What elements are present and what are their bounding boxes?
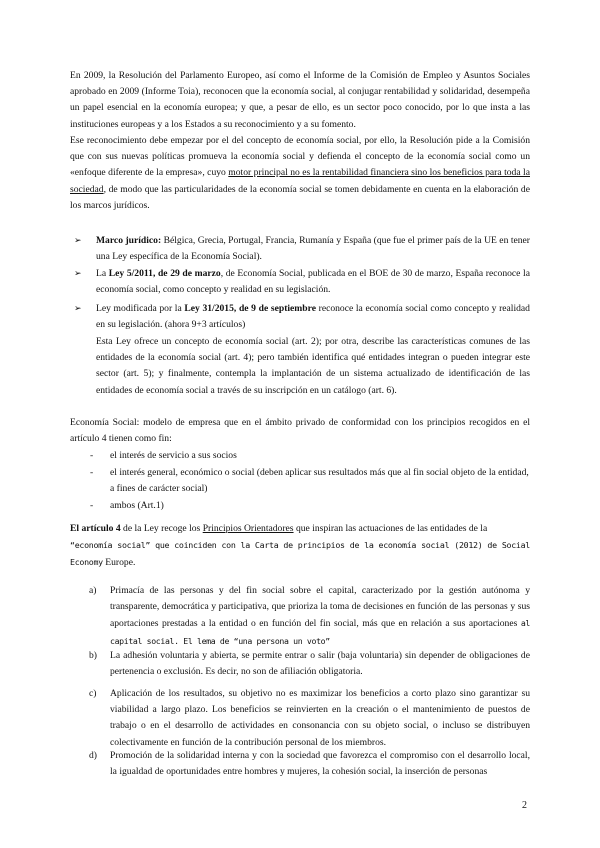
paragraph-resolucion-2009: En 2009, la Resolución del Parlamento Europeo, así como el Informe de la Comisión de Empleo y Asuntos Sociales aprobado en 2009 (Informe Toia), reconocen que la economía social, al conjugar rentabilidad y solidaridad, desempeña un papel esencial en la economía europea; y que, a pesar de ello, es un sector poco conocido, por lo que insta a las instituciones europeas y a los Estados a su reconocimiento y a su fomento. [70,70,530,130]
bold-text: El artículo 4 [70,523,121,534]
dash-list-item [90,498,530,514]
text-run: , de Economía Social, publicada en el BOE de 30 de marzo, España reconoce la economía social, como concepto y realidad en su legislación. [96,268,530,296]
page-number: 2 [522,800,527,811]
list-letter: c) [89,688,97,699]
principle-item-a [89,583,530,650]
bullet-marco-juridico [74,233,530,265]
text-run: Ese reconocimiento debe empezar por el del concepto de economía social, por ello, la Resolución pide a la Comisión que con sus nuevas políticas promueva la economía social y defienda el concepto de la economía social como un «enfoque diferente de la empresa», cuyo [70,135,530,179]
text-run: de la Ley recoge los [120,523,203,534]
bullet-ley-5-2011 [74,266,530,298]
text-run: La adhesión voluntaria y abierta, se permite entrar o salir (baja voluntaria) sin depender de obligaciones de pertenencia o exclusión. Es decir, no son de afiliación obligatoria. [110,650,530,678]
arrow-bullet-icon: ➢ [74,236,82,246]
paragraph-reconocimiento [70,133,530,214]
principle-item-b [89,648,530,680]
dash-bullet: - [90,500,94,511]
underlined-text: motor principal no es la rentabilidad financiera sino los beneficios para toda la sociedad [70,167,530,195]
underlined-text: Principios Orientadores [202,523,294,534]
list-item-text: ambos (Art.1) [110,500,164,511]
text-run: que inspiran las actuaciones de las entidades de la [293,523,488,534]
list-letter: d) [89,750,97,761]
dash-bullet: - [90,467,94,478]
arrow-bullet-icon: ➢ [74,269,82,279]
text-run: , de modo que las particularidades de la economía social se tomen debidamente en cuenta en la elaboración de los marcos jurídicos. [70,183,530,211]
list-item-text: el interés general, económico o social (deben aplicar sus resultados más que al fin social objeto de la entidad, a fines de carácter social) [110,467,529,495]
principle-item-d [89,748,530,780]
principle-item-c [89,686,530,751]
bold-text: Ley 5/2011, de 29 de marzo [108,268,221,279]
bold-text: Ley 31/2015, de 9 de septiembre [184,303,316,314]
text-run: La [96,268,109,279]
dash-bullet: - [90,450,94,461]
text-run: Aplicación de los resultados, su objetivo no es maximizar los beneficios a corto plazo sino garantizar su viabilidad a largo plazo. Los beneficios se reinvierten en la creación o el mantenimiento de puestos de trabajo o en el desarrollo de actividades en consonancia con su objeto social, o incluso se distribuyen colectivamente en función de la contribución personal de los miembros. [110,688,530,748]
dash-list-item [90,448,530,464]
text-run: Bélgica, Grecia, Portugal, Francia, Rumanía y España (que fue el primer país de la UE en tener una Ley específica de la Economía Social). [96,235,530,263]
text-run: Promoción de la solidaridad interna y con la sociedad que favorezca el compromiso con el desarrollo local, la igualdad de oportunidades entre hombres y mujeres, la cohesión social, la inserción de personas [110,750,530,778]
text-run: Ley modificada por la [96,303,185,314]
ley-description-paragraph: Esta Ley ofrece un concepto de economía social (art. 2); por otra, describe las características comunes de las entidades de la economía social (art. 4); pero también identifica qué entidades integran o pueden integrar este sector (art. 5); y finalmente, contempla la implantación de un sistema actualizado de identificación de las entidades de economía social a través de su inscripción en un catálogo (art. 6). [96,336,530,396]
monospace-text: “economía social” que coinciden con la Carta de principios de la economía social (2012) de Social Economy [70,540,530,568]
list-letter: a) [89,585,97,596]
list-item-text: el interés de servicio a sus socios [110,450,237,461]
monospace-text: al capital social. El lema de “una persona un voto” [110,618,530,646]
arrow-bullet-icon: ➢ [74,304,82,314]
paragraph-economia-social-definition: Economía Social: modelo de empresa que en el ámbito privado de conformidad con los principios recogidos en el artículo 4 tienen como fin: [70,417,530,445]
dash-list-item [90,465,530,497]
bold-text: Marco jurídico: [96,235,162,246]
paragraph-articulo-4 [70,521,530,572]
list-letter: b) [89,650,97,661]
text-run: Primacía de las personas y del fin social sobre el capital, caracterizado por la gestión autónoma y transparente, democrática y participativa, que prioriza la toma de decisiones en función de las personas y sus aportaciones prestadas a la entidad o en función del fin social, más que en relación a sus aportaciones [110,585,530,630]
bullet-ley-31-2015 [74,301,530,333]
text-run: reconoce la economía social como concepto y realidad en su legislación. (ahora 9+3 artículos) [96,303,530,331]
text-run: Europe. [102,557,136,569]
